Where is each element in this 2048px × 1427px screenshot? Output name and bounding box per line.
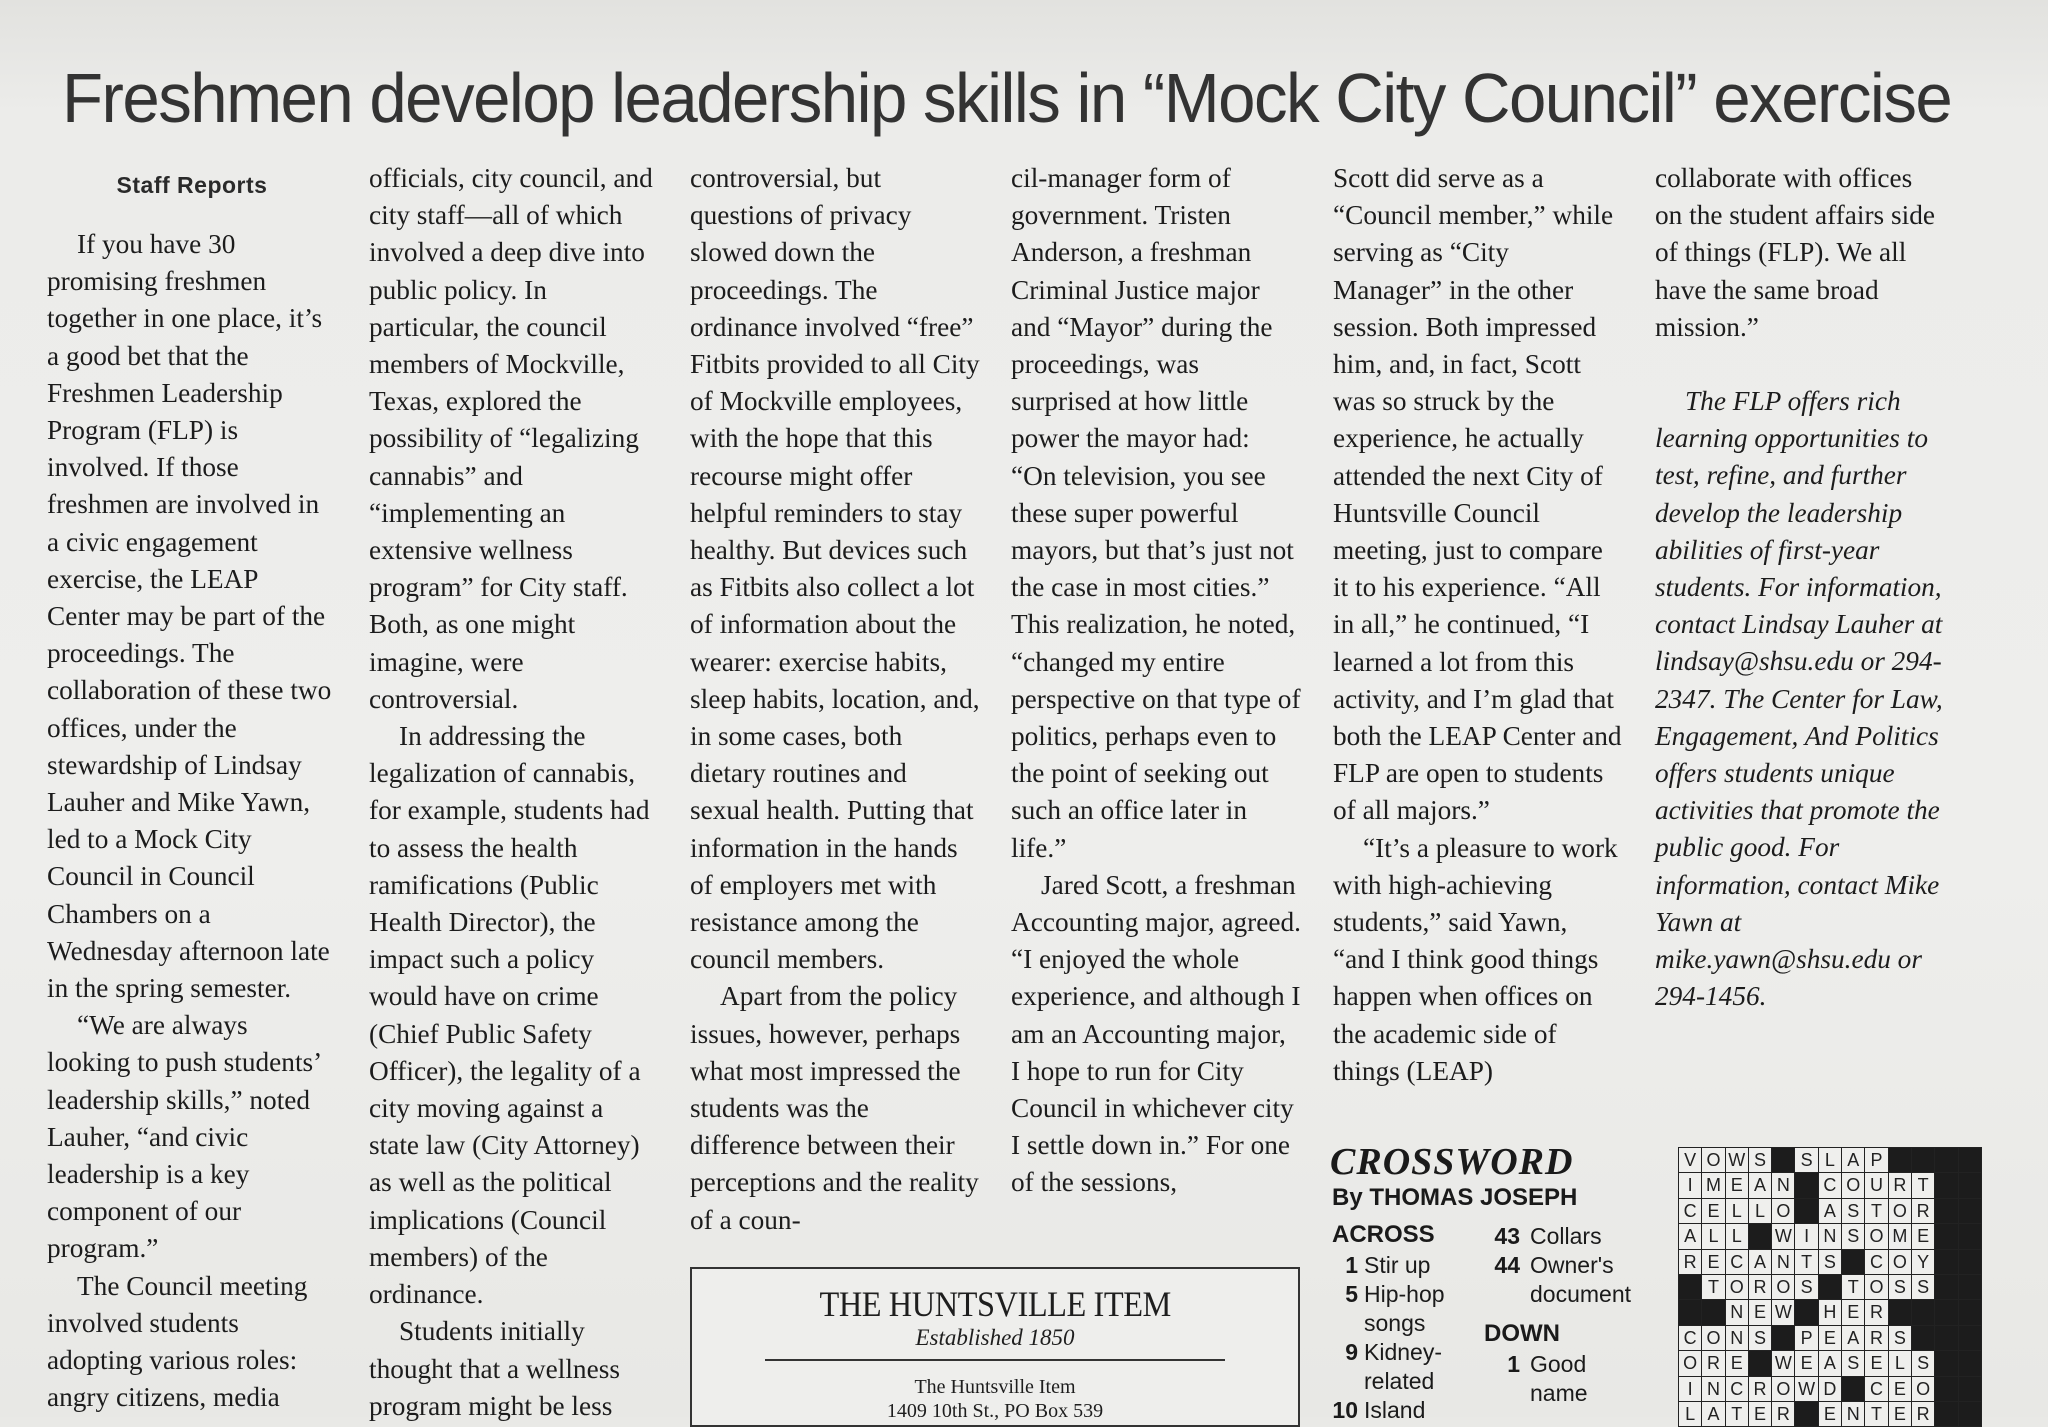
paragraph: Jared Scott, a freshman Accounting major, agreed. “I enjoyed the whole experience, and although I am an Accounting major, I hope to run for City Council in whichever city I settle down in.” For one of the sessions, [1011, 869, 1301, 1198]
grid-letter: T [1702, 1275, 1724, 1299]
grid-letter: P [1795, 1326, 1817, 1350]
clue [1332, 1396, 1482, 1425]
spacer [1655, 346, 1945, 383]
grid-letter: E [1842, 1300, 1864, 1324]
grid-letter: S [1842, 1224, 1864, 1248]
grid-letter: N [1702, 1377, 1724, 1401]
byline: Staff Reports [116, 172, 268, 198]
grid-letter: R [1865, 1300, 1887, 1324]
grid-letter: C [1726, 1377, 1748, 1401]
grid-letter: L [1726, 1199, 1748, 1223]
grid-block [1889, 1300, 1911, 1324]
grid-letter: I [1795, 1224, 1817, 1248]
grid-block [1889, 1148, 1911, 1172]
grid-letter: T [1795, 1250, 1817, 1274]
clue-text: Collars [1530, 1223, 1602, 1249]
article-column-6 [1655, 160, 1945, 1015]
clue [1484, 1222, 1634, 1251]
clue-number: 5 [1345, 1281, 1358, 1307]
clue-number: 9 [1345, 1339, 1358, 1365]
grid-block [1912, 1300, 1934, 1324]
grid-block [1959, 1199, 1981, 1223]
paragraph: officials, city council, and city staff—all of which involved a deep dive into public policy. In particular, the council members of Mockville, Texas, explored the possibility of “legalizing cannabis” and “implementing an extensive wellness program” for City staff. Both, as one might imagine, were controversial. [369, 163, 653, 714]
grid-block [1679, 1300, 1701, 1324]
grid-letter: C [1679, 1199, 1701, 1223]
grid-letter: L [1679, 1402, 1701, 1426]
grid-letter: E [1749, 1300, 1771, 1324]
grid-letter: N [1726, 1300, 1748, 1324]
paragraph: controversial, but questions of privacy slowed down the proceedings. The ordinance involved “free” Fitbits provided to all City of Mockville employees, with the hope that this recourse might offer helpful reminders to stay healthy. But devices such as Fitbits also collect a lot of information about the wearer: exercise habits, sleep habits, location, and, in some cases, both dietary routines and sexual health. Putting that information in the hands of employers met with resistance among the council members. [690, 163, 980, 975]
grid-letter: W [1772, 1300, 1794, 1324]
grid-block [1749, 1224, 1771, 1248]
crossword-title: CROSSWORD [1330, 1141, 1574, 1183]
clues-column-right [1484, 1220, 1634, 1408]
article-column-3 [690, 160, 980, 1239]
grid-letter: R [1912, 1199, 1934, 1223]
down-header: DOWN [1484, 1320, 1560, 1347]
grid-block [1935, 1377, 1957, 1401]
grid-block [1959, 1351, 1981, 1375]
grid-letter: C [1726, 1250, 1748, 1274]
grid-letter: A [1842, 1148, 1864, 1172]
paragraph: “It’s a pleasure to work with high-achieving students,” said Yawn, “and I think good things happen when offices on the academic side of things (LEAP) [1333, 832, 1618, 1086]
paragraph: “We are always looking to push students’ leadership skills,” noted Lauher, “and civic leadership is a key component of our program.” [47, 1010, 321, 1264]
grid-block [1959, 1377, 1981, 1401]
address-line: 1409 10th St., PO Box 539 [886, 1400, 1104, 1422]
article-column-4 [1011, 160, 1301, 1202]
grid-block [1959, 1148, 1981, 1172]
grid-letter: O [1865, 1275, 1887, 1299]
grid-block [1819, 1275, 1841, 1299]
grid-letter: M [1702, 1173, 1724, 1197]
grid-letter: E [1795, 1351, 1817, 1375]
grid-letter: T [1865, 1199, 1887, 1223]
grid-letter: C [1865, 1250, 1887, 1274]
grid-letter: P [1865, 1148, 1887, 1172]
grid-block [1912, 1326, 1934, 1350]
grid-block [1795, 1402, 1817, 1426]
grid-block [1679, 1275, 1701, 1299]
grid-letter: L [1702, 1224, 1724, 1248]
grid-letter: R [1865, 1326, 1887, 1350]
grid-block [1959, 1173, 1981, 1197]
grid-block [1935, 1402, 1957, 1426]
grid-letter: A [1679, 1224, 1701, 1248]
grid-letter: L [1819, 1148, 1841, 1172]
grid-letter: E [1819, 1402, 1841, 1426]
grid-letter: C [1819, 1173, 1841, 1197]
grid-letter: S [1889, 1275, 1911, 1299]
grid-letter: V [1679, 1148, 1701, 1172]
grid-block [1772, 1148, 1794, 1172]
grid-letter: S [1795, 1275, 1817, 1299]
huntsville-item-box [690, 1267, 1300, 1427]
grid-letter: M [1889, 1224, 1911, 1248]
established-line: Established 1850 [915, 1325, 1075, 1350]
clue-text: Owner's document [1530, 1252, 1632, 1307]
clue [1484, 1251, 1634, 1309]
grid-block [1935, 1250, 1957, 1274]
grid-letter: E [1726, 1351, 1748, 1375]
grid-block [1749, 1351, 1771, 1375]
grid-letter: O [1726, 1275, 1748, 1299]
grid-letter: O [1912, 1377, 1934, 1401]
grid-letter: O [1865, 1224, 1887, 1248]
grid-letter: R [1772, 1402, 1794, 1426]
grid-letter: A [1842, 1326, 1864, 1350]
grid-letter: S [1749, 1326, 1771, 1350]
grid-block [1935, 1224, 1957, 1248]
grid-block [1702, 1300, 1724, 1324]
across-header: ACROSS [1332, 1221, 1435, 1248]
grid-block [1959, 1300, 1981, 1324]
grid-letter: N [1772, 1250, 1794, 1274]
grid-letter: R [1912, 1402, 1934, 1426]
grid-letter: S [1842, 1199, 1864, 1223]
grid-letter: A [1749, 1250, 1771, 1274]
grid-block [1935, 1148, 1957, 1172]
clue-text: Good name [1530, 1351, 1588, 1406]
grid-letter: I [1679, 1377, 1701, 1401]
address-line: The Huntsville Item [914, 1376, 1076, 1398]
article-column-1 [47, 160, 337, 1417]
grid-letter: R [1749, 1377, 1771, 1401]
grid-block [1772, 1326, 1794, 1350]
grid-letter: E [1912, 1224, 1934, 1248]
grid-letter: E [1889, 1402, 1911, 1426]
grid-letter: W [1772, 1351, 1794, 1375]
divider [765, 1359, 1225, 1361]
paragraph: In addressing the legalization of cannabis, for example, students had to assess the health ramifications (Public Health Director), the impact such a policy would have on crime (Chief Public Safety Officer), the legality of a city moving against a state law (City Attorney) as well as the political implications (Council members) of the ordinance. [369, 721, 650, 1310]
grid-letter: T [1842, 1275, 1864, 1299]
grid-letter: H [1819, 1300, 1841, 1324]
grid-letter: O [1889, 1199, 1911, 1223]
clue-number: 10 [1332, 1397, 1358, 1423]
grid-letter: R [1749, 1275, 1771, 1299]
grid-block [1795, 1199, 1817, 1223]
headline: Freshmen develop leadership skills in “Mock City Council” exercise [62, 59, 1952, 137]
grid-block [1935, 1326, 1957, 1350]
paragraph: Scott did serve as a “Council member,” while serving as “City Manager” in the other session. Both impressed him, and, in fact, Scott was so struck by the experience, he actually attended the next City of Huntsville Council meeting, just to compare it to his experience. “All in all,” he continued, “I learned a lot from this activity, and I’m glad that both the LEAP Center and FLP are open to students of all majors.” [1333, 163, 1622, 826]
grid-letter: D [1819, 1377, 1841, 1401]
grid-block [1842, 1250, 1864, 1274]
grid-letter: S [1842, 1351, 1864, 1375]
grid-letter: A [1819, 1351, 1841, 1375]
grid-letter: U [1865, 1173, 1887, 1197]
crossword-byline: By THOMAS JOSEPH [1332, 1184, 1578, 1211]
grid-letter: R [1679, 1250, 1701, 1274]
grid-letter: C [1679, 1326, 1701, 1350]
clue-text: Stir up [1364, 1252, 1431, 1278]
article-column-2 [369, 160, 659, 1425]
article-column-5 [1333, 160, 1623, 1090]
grid-letter: E [1702, 1199, 1724, 1223]
grid-block [1795, 1173, 1817, 1197]
clue-number: 1 [1507, 1351, 1520, 1377]
paragraph: cil-manager form of government. Tristen Anderson, a freshman Criminal Justice major and “Mayor” during the proceedings, was surprised at how little power the mayor had: “On television, you see these super powerful mayors, but that’s just not the case in most cities.” This realization, he noted, “changed my entire perspective on that type of politics, perhaps even to the point of seeking out such an office later in life.” [1011, 163, 1301, 863]
clue [1332, 1280, 1482, 1338]
grid-block [1935, 1199, 1957, 1223]
grid-letter: L [1749, 1199, 1771, 1223]
paragraph: If you have 30 promising freshmen together in one place, it’s a good bet that the Freshmen Leadership Program (FLP) is involved. If those freshmen are involved in a civic engagement exercise, the LEAP Center may be part of the proceedings. The collaboration of these two offices, under the stewardship of Lindsay Lauher and Mike Yawn, led to a Mock City Council in Council Chambers on a Wednesday afternoon late in the spring semester. [47, 229, 332, 1004]
grid-letter: L [1726, 1224, 1748, 1248]
paragraph: collaborate with offices on the student affairs side of things (FLP). We all have the same broad mission.” [1655, 163, 1935, 342]
grid-letter: S [1912, 1351, 1934, 1375]
grid-letter: O [1679, 1351, 1701, 1375]
grid-letter: T [1912, 1173, 1934, 1197]
paragraph: Students initially thought that a wellness program might be less [369, 1316, 620, 1421]
grid-letter: T [1726, 1402, 1748, 1426]
grid-block [1959, 1224, 1981, 1248]
grid-letter: N [1819, 1224, 1841, 1248]
grid-letter: O [1702, 1326, 1724, 1350]
clue-text: Island [1364, 1397, 1426, 1423]
grid-letter: A [1819, 1199, 1841, 1223]
grid-letter: T [1865, 1402, 1887, 1426]
paragraph: The Council meeting involved students adopting various roles: angry citizens, media [47, 1270, 308, 1413]
clue-number: 44 [1494, 1252, 1520, 1278]
grid-letter: E [1726, 1173, 1748, 1197]
grid-letter: S [1819, 1250, 1841, 1274]
clue-number: 43 [1494, 1223, 1520, 1249]
grid-block [1912, 1148, 1934, 1172]
grid-letter: O [1772, 1275, 1794, 1299]
grid-letter: E [1702, 1250, 1724, 1274]
grid-letter: W [1772, 1224, 1794, 1248]
grid-block [1959, 1250, 1981, 1274]
clue [1332, 1251, 1482, 1280]
clues-column-left [1332, 1220, 1482, 1425]
grid-letter: S [1912, 1275, 1934, 1299]
grid-block [1935, 1300, 1957, 1324]
grid-letter: S [1889, 1326, 1911, 1350]
crossword-grid [1678, 1147, 1982, 1427]
clue-number: 1 [1345, 1252, 1358, 1278]
clue-text: Kidney-related [1364, 1339, 1442, 1394]
grid-block [1959, 1402, 1981, 1426]
grid-letter: Y [1912, 1250, 1934, 1274]
grid-letter: W [1795, 1377, 1817, 1401]
grid-letter: O [1772, 1377, 1794, 1401]
grid-letter: N [1726, 1326, 1748, 1350]
clue [1332, 1338, 1482, 1396]
grid-letter: S [1795, 1148, 1817, 1172]
grid-letter: L [1889, 1351, 1911, 1375]
grid-letter: E [1749, 1402, 1771, 1426]
grid-letter: N [1772, 1173, 1794, 1197]
grid-letter: I [1679, 1173, 1701, 1197]
grid-letter: R [1702, 1351, 1724, 1375]
grid-block [1795, 1300, 1817, 1324]
grid-block [1935, 1173, 1957, 1197]
grid-block [1959, 1275, 1981, 1299]
grid-block [1959, 1326, 1981, 1350]
grid-letter: S [1749, 1148, 1771, 1172]
clue [1484, 1350, 1634, 1408]
grid-letter: A [1749, 1173, 1771, 1197]
grid-block [1935, 1275, 1957, 1299]
grid-letter: R [1889, 1173, 1911, 1197]
clue-text: Hip-hop songs [1364, 1281, 1445, 1336]
grid-letter: A [1702, 1402, 1724, 1426]
grid-block [1935, 1351, 1957, 1375]
grid-block [1842, 1377, 1864, 1401]
grid-letter: E [1819, 1326, 1841, 1350]
info-paragraph: The FLP offers rich learning opportunities to test, refine, and further develop the leadership abilities of first-year students. For information, contact Lindsay Lauher at lindsay@shsu.edu or 294-2347. The Center for Law, Engagement, And Politics offers students unique activities that promote the public good. For information, contact Mike Yawn at mike.yawn@shsu.edu or 294-1456. [1655, 386, 1943, 1012]
grid-letter: E [1865, 1351, 1887, 1375]
paragraph: Apart from the policy issues, however, perhaps what most impressed the students was the difference between their perceptions and the reality of a coun- [690, 981, 979, 1235]
grid-letter: C [1865, 1377, 1887, 1401]
grid-letter: O [1772, 1199, 1794, 1223]
grid-letter: E [1889, 1377, 1911, 1401]
grid-letter: W [1726, 1148, 1748, 1172]
publication-name: THE HUNTSVILLE ITEM [819, 1284, 1171, 1324]
grid-letter: O [1889, 1250, 1911, 1274]
grid-letter: O [1702, 1148, 1724, 1172]
grid-letter: O [1842, 1173, 1864, 1197]
grid-letter: N [1842, 1402, 1864, 1426]
